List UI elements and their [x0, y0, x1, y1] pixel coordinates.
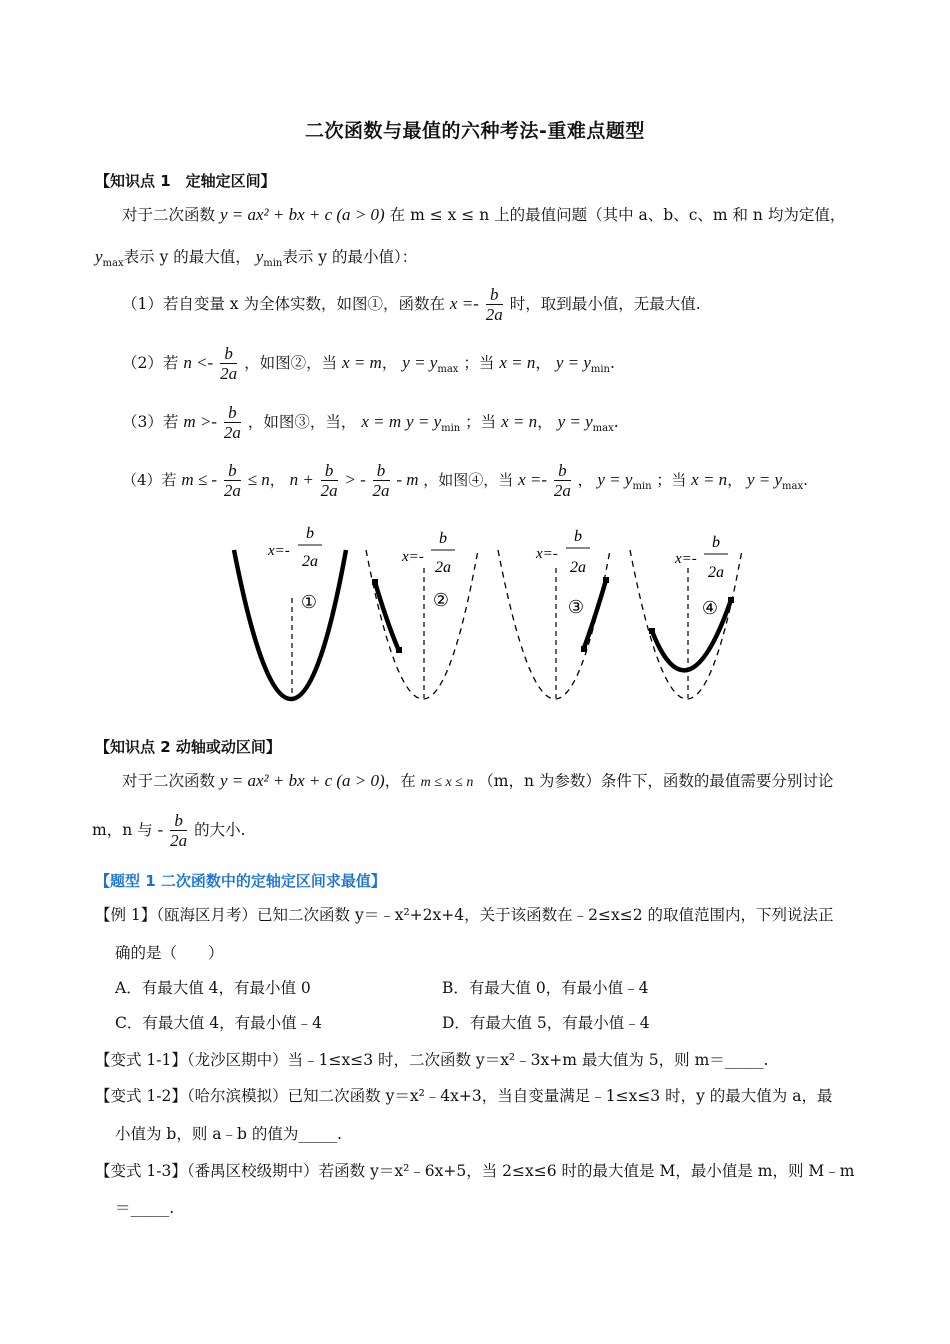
svg-text:x=-: x=-	[402, 549, 424, 565]
k2-intro-line2: m，n 与 - $\frac{b}{2a}$ 的大小.	[92, 810, 246, 850]
svg-text:2a: 2a	[570, 559, 586, 576]
frac-num: b	[306, 525, 314, 542]
formula: y = ax² + bx + c (a > 0)	[219, 205, 385, 224]
example-1-line1: 【例 1】（瓯海区月考）已知二次函数 y＝﹣x²+2x+4，关于该函数在﹣2≤x≤2 的取值范围内，下列说法正	[95, 906, 834, 924]
frac-den: 2a	[302, 553, 318, 570]
svg-text:b: b	[574, 528, 582, 545]
k1-case4: （4）若 m ≤ - $\frac{b}{2a}$ ≤ n， n + $\frac{b}{2a}$ > - $\frac{b}{2a}$ - m ，如图④，当 x =- $\frac{b}{2a}$ ， $y = y_{min}$ ；当 x = n， $y = y_{max}$.	[122, 460, 808, 500]
option-b: B．有最大值 0，有最小值﹣4	[442, 979, 649, 997]
parabola-1	[234, 525, 346, 699]
parabola-figure	[220, 518, 760, 708]
figure-label-4: ④	[701, 598, 719, 618]
fraction: $\frac{b}{2a}$	[223, 460, 241, 500]
fraction: $\frac{b}{2a}$	[485, 284, 503, 324]
svg-text:b: b	[439, 530, 447, 547]
example-1-line2: 确的是（ ）	[115, 944, 224, 962]
section-heading-k2: 【知识点 2 动轴或动区间】	[95, 738, 281, 756]
variant-1-3-line1: 【变式 1-3】（番禺区校级期中）若函数 y＝x²﹣6x+5，当 2≤x≤6 时的最大值是 M，最小值是 m，则 M﹣m	[95, 1162, 855, 1180]
fraction: $\frac{b}{2a}$	[320, 460, 338, 500]
fraction: $\frac{b}{2a}$	[170, 810, 188, 850]
k2-intro-line1: 对于二次函数 y = ax² + bx + c (a > 0)，在 m ≤ x ≤ n （m，n 为参数）条件下，函数的最值需要分别讨论	[122, 771, 834, 790]
section-heading-k1: 【知识点 1 定轴定区间】	[95, 172, 276, 190]
svg-text:b: b	[712, 534, 720, 551]
k1-case3: （3）若 m >- $\frac{b}{2a}$ ，如图③，当， x = m $y = y_{min}$ ；当 x = n， $y = y_{max}$.	[122, 402, 619, 442]
fraction: $\frac{b}{2a}$	[553, 460, 571, 500]
figure-label-2: ②	[432, 590, 450, 610]
option-a: A．有最大值 4，有最小值 0	[115, 979, 311, 997]
fraction: $\frac{b}{2a}$	[372, 460, 390, 500]
variant-1-1: 【变式 1-1】（龙沙区期中）当﹣1≤x≤3 时，二次函数 y＝x²﹣3x+m 最大值为 5，则 m＝_____.	[95, 1051, 769, 1069]
fraction: $\frac{b}{2a}$	[223, 402, 241, 442]
parabola-4	[630, 534, 742, 699]
page-title: 二次函数与最值的六种考法-重难点题型	[305, 120, 645, 142]
axis-label: x=-	[268, 543, 290, 559]
svg-text:2a: 2a	[435, 559, 451, 576]
parabola-3	[498, 528, 610, 699]
variant-1-2-line2: 小值为 b，则 a﹣b 的值为_____.	[115, 1125, 343, 1143]
k1-intro-line2: $y_{max}$表示 y 的最大值， $y_{min}$表示 y 的最小值）：	[95, 247, 418, 270]
figure-label-1: ①	[300, 592, 318, 612]
option-d: D．有最大值 5，有最小值﹣4	[442, 1014, 650, 1032]
figure-label-3: ③	[567, 597, 585, 617]
k1-case1: （1）若自变量 x 为全体实数，如图①，函数在 x =- $\frac{b}{2a}$ 时，取到最小值，无最大值.	[122, 284, 701, 324]
fraction: $\frac{b}{2a}$	[220, 343, 238, 383]
variant-1-3-line2: ＝_____.	[115, 1199, 175, 1217]
svg-text:x=-: x=-	[536, 546, 558, 562]
variant-1-2-line1: 【变式 1-2】（哈尔滨模拟）已知二次函数 y＝x²﹣4x+3，当自变量满足﹣1≤x≤3 时，y 的最大值为 a，最	[95, 1087, 833, 1105]
option-c: C．有最大值 4，有最小值﹣4	[115, 1014, 323, 1032]
svg-text:x=-: x=-	[675, 551, 697, 567]
k1-case2: （2）若 n <- $\frac{b}{2a}$ ，如图②，当 x = m， $y = y_{max}$ ；当 x = n， $y = y_{min}$.	[122, 343, 615, 383]
section-heading-t1: 【题型 1 二次函数中的定轴定区间求最值】	[95, 872, 386, 890]
parabola-2	[366, 530, 478, 699]
k1-intro-line1: 对于二次函数 y = ax² + bx + c (a > 0) 在 m ≤ x ≤ n 上的最值问题（其中 a、b、c、m 和 n 均为定值，	[122, 205, 846, 224]
svg-text:2a: 2a	[708, 564, 724, 581]
